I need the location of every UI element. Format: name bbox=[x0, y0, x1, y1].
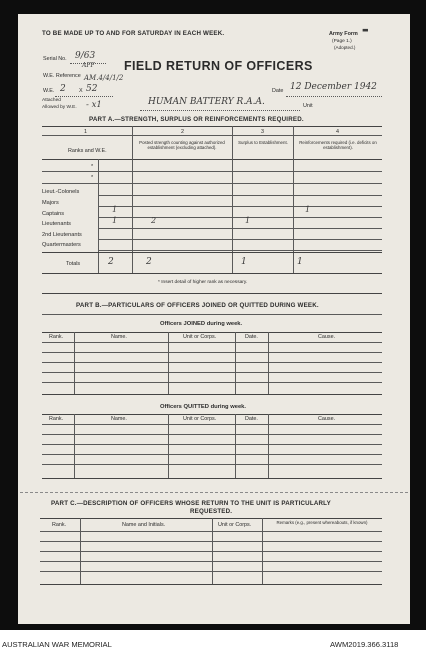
col-num-3: 3 bbox=[261, 129, 264, 135]
rank-row-label: Lieutenants bbox=[42, 221, 71, 227]
adopted-note: (Adopted.) bbox=[334, 45, 356, 50]
we-label: W.E. bbox=[43, 88, 55, 94]
serial-suffix: AFF bbox=[82, 62, 95, 69]
totals-label: Totals bbox=[66, 261, 81, 267]
we-x-value: 52 bbox=[86, 84, 98, 94]
partc-col-rank: Rank. bbox=[52, 522, 67, 528]
army-form-label: Army Form bbox=[329, 31, 358, 37]
we-value: 2 bbox=[60, 84, 66, 94]
quitted-col-date: Date. bbox=[245, 416, 258, 422]
lieutenants-surplus-value: 1 bbox=[245, 216, 251, 225]
footer-accession-number: AWM2019.366.3118 bbox=[330, 640, 399, 649]
partc-col-name: Name and Initials. bbox=[122, 522, 166, 528]
part-a-title: PART A.—STRENGTH, SURPLUS OR REINFORCEMENTS REQUIRED. bbox=[89, 116, 304, 123]
rank-row-label: Quartermasters bbox=[42, 242, 81, 248]
attached-label: Attached bbox=[42, 98, 61, 103]
part-c-title-line2: REQUESTED. bbox=[190, 508, 233, 515]
col-header-posted: Posted strength counting against authorized establishment (excluding attached). bbox=[139, 140, 225, 150]
footer-institution: AUSTRALIAN WAR MEMORIAL bbox=[2, 640, 112, 649]
quitted-col-unit: Unit or Corps. bbox=[183, 416, 217, 422]
serial-label: Serial No. bbox=[43, 56, 67, 62]
page-title: FIELD RETURN OF OFFICERS bbox=[124, 59, 313, 73]
serial-value: 9/63 bbox=[75, 51, 96, 61]
instruction-text: TO BE MADE UP TO AND FOR SATURDAY IN EACH WEEK. bbox=[42, 30, 225, 37]
quitted-col-cause: Cause. bbox=[318, 416, 336, 422]
total-reinforcements: 1 bbox=[297, 257, 303, 267]
total-we: 2 bbox=[108, 257, 114, 267]
we-x: X bbox=[79, 88, 83, 94]
we-reference-label: W.E. Reference bbox=[43, 73, 81, 79]
col-header-surplus: Surplus to Establishment. bbox=[238, 140, 288, 145]
part-c-title-line1: PART C.—DESCRIPTION OF OFFICERS WHOSE RETURN TO THE UNIT IS PARTICULARLY bbox=[51, 500, 331, 507]
perforation-line bbox=[20, 492, 408, 493]
joined-col-rank: Rank. bbox=[49, 334, 64, 340]
date-value: 12 December 1942 bbox=[290, 82, 377, 92]
rank-row-label: Lieut.-Colonels bbox=[42, 189, 80, 195]
captains-we-value: 1 bbox=[112, 205, 118, 214]
date-label: Date bbox=[272, 88, 284, 94]
partc-col-unit: Unit or Corps. bbox=[218, 522, 252, 528]
joined-col-name: Name. bbox=[111, 334, 127, 340]
part-b-title: PART B.—PARTICULARS OF OFFICERS JOINED OR QUITTED DURING WEEK. bbox=[76, 302, 319, 309]
unit-value: HUMAN BATTERY R.A.A. bbox=[148, 97, 265, 107]
part-a-footnote: * Insert detail of higher rank as necessary. bbox=[158, 280, 248, 285]
col-header-reinforcements: Reinforcements required (i.e. deficits on establishment). bbox=[299, 140, 377, 150]
joined-title: Officers JOINED during week. bbox=[160, 321, 243, 327]
lieutenants-we-value: 1 bbox=[112, 216, 118, 225]
unit-label: Unit bbox=[303, 103, 313, 109]
captains-reinforcements-value: 1 bbox=[305, 205, 311, 214]
quitted-col-rank: Rank. bbox=[49, 416, 64, 422]
star-row-2: * bbox=[91, 175, 94, 181]
star-row-1: * bbox=[91, 164, 94, 170]
lieutenants-posted-value: 2 bbox=[151, 216, 157, 225]
joined-col-date: Date. bbox=[245, 334, 258, 340]
quitted-col-name: Name. bbox=[111, 416, 127, 422]
rank-row-label: Captains bbox=[42, 211, 65, 217]
we-reference-value: AM.4/4/1/2 bbox=[84, 74, 124, 82]
col-num-4: 4 bbox=[336, 129, 339, 135]
allowed-label: Allowed by W.E. bbox=[42, 105, 77, 110]
army-form-mark: ▬ bbox=[362, 26, 369, 34]
total-posted: 2 bbox=[146, 257, 152, 267]
partc-col-remarks: Remarks (e.g., present whereabouts, if known) bbox=[276, 520, 368, 525]
joined-col-unit: Unit or Corps. bbox=[183, 334, 217, 340]
rank-row-label: 2nd Lieutenants bbox=[42, 232, 82, 238]
allowed-value: - x1 bbox=[86, 100, 102, 110]
page-note: (Page 1.) bbox=[332, 39, 352, 44]
col-num-1: 1 bbox=[84, 129, 87, 135]
col-num-2: 2 bbox=[181, 129, 184, 135]
quitted-title: Officers QUITTED during week. bbox=[160, 404, 247, 410]
rank-row-label: Majors bbox=[42, 200, 59, 206]
col-header-ranks: Ranks and W.E. bbox=[68, 148, 107, 154]
joined-col-cause: Cause. bbox=[318, 334, 336, 340]
total-surplus: 1 bbox=[241, 257, 247, 267]
